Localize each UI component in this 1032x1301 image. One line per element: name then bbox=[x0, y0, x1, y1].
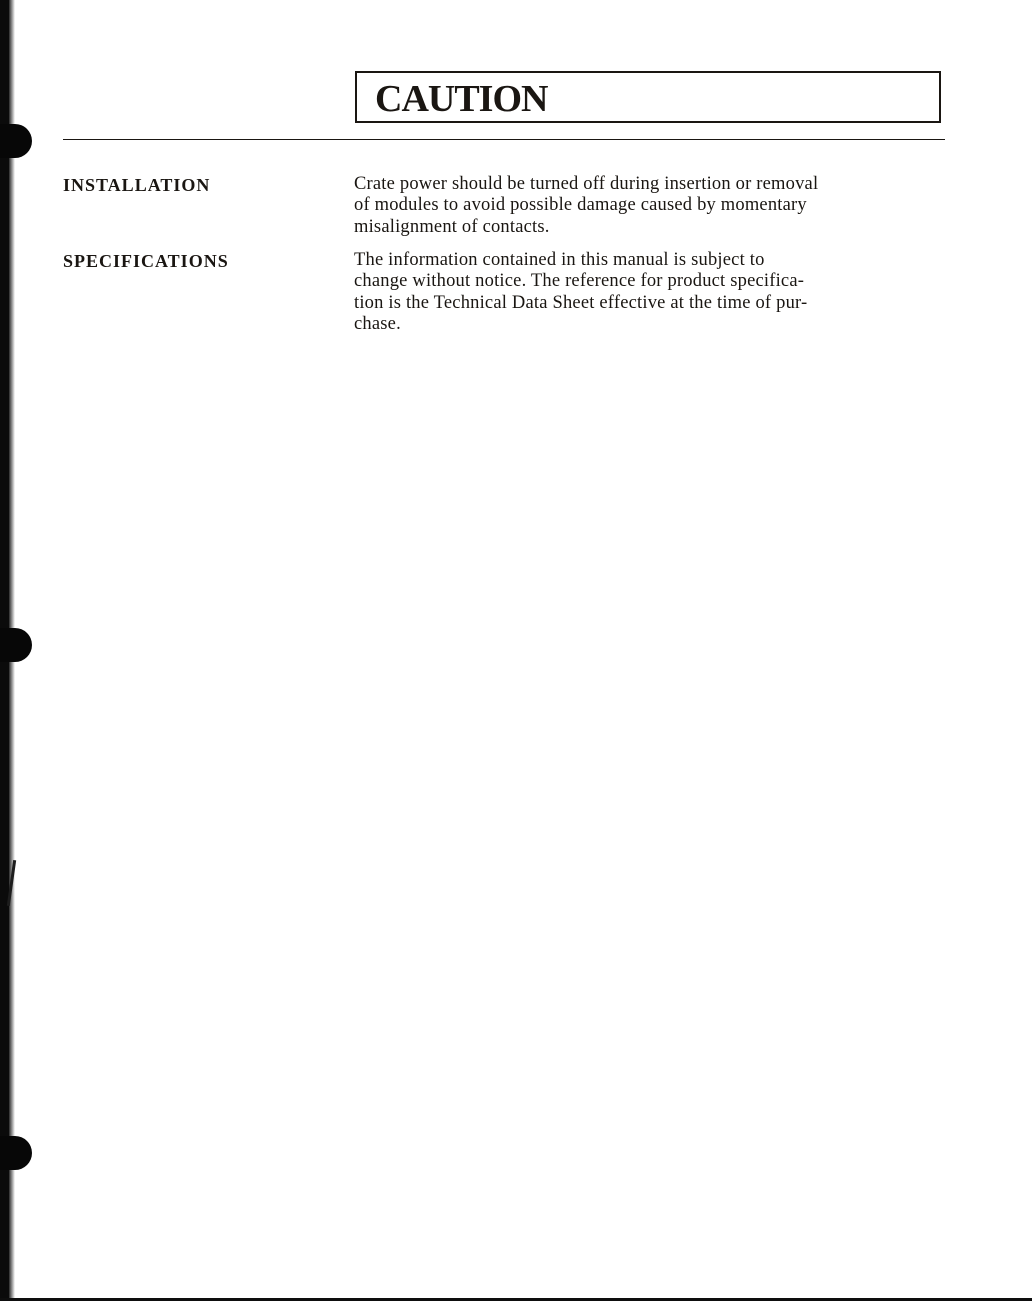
text-line: Crate power should be turned off during insertion or removal bbox=[354, 174, 819, 194]
installation-label: INSTALLATION bbox=[63, 175, 211, 195]
caution-heading: CAUTION bbox=[375, 78, 548, 120]
heading-divider bbox=[63, 139, 945, 140]
installation-text bbox=[354, 174, 929, 238]
specifications-text bbox=[354, 250, 929, 335]
text-line: tion is the Technical Data Sheet effective at the time of pur- bbox=[354, 292, 808, 313]
punch-hole-bottom bbox=[0, 1136, 32, 1170]
text-line: misalignment of contacts. bbox=[354, 216, 550, 237]
punch-hole-middle bbox=[0, 628, 32, 662]
scan-binding-edge bbox=[0, 0, 22, 1301]
text-line: The information contained in this manual is subject to bbox=[354, 250, 765, 270]
text-line: change without notice. The reference for product specifica- bbox=[354, 271, 805, 292]
specifications-label: SPECIFICATIONS bbox=[63, 251, 229, 271]
text-line: chase. bbox=[354, 313, 401, 334]
punch-hole-top bbox=[0, 124, 32, 158]
text-line: of modules to avoid possible damage caused by momentary bbox=[354, 195, 807, 216]
caution-heading-box bbox=[355, 71, 941, 123]
